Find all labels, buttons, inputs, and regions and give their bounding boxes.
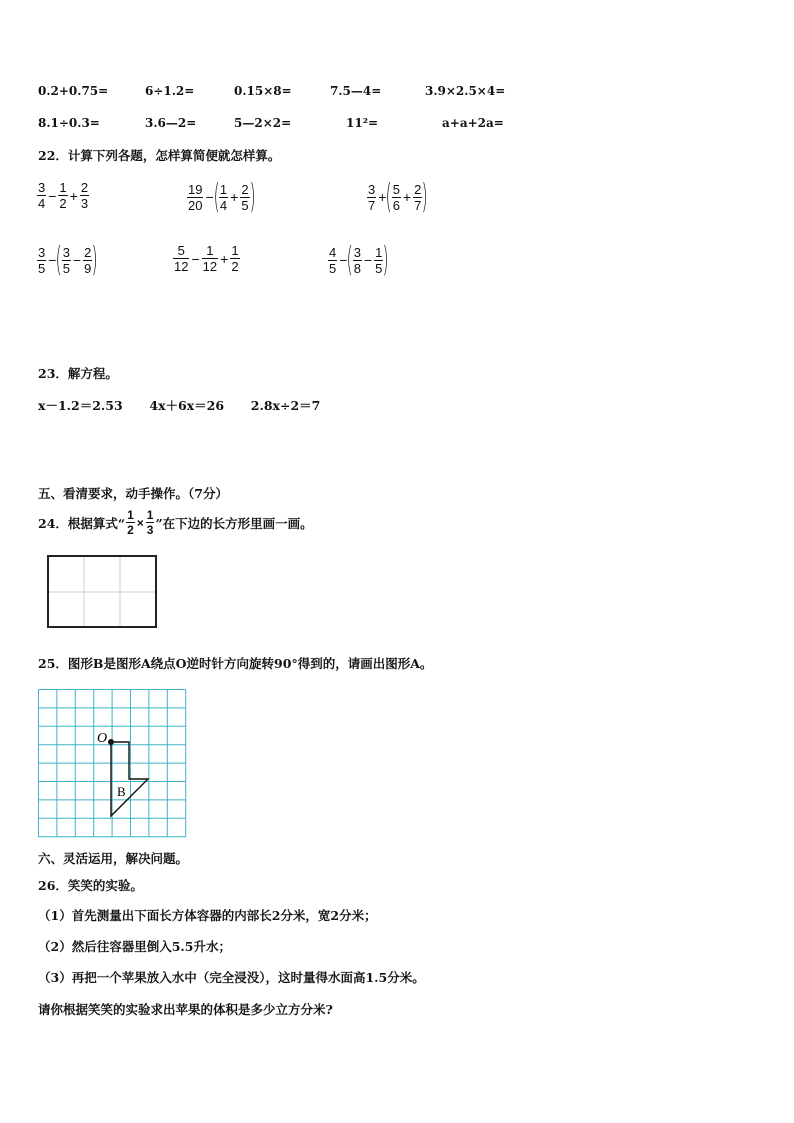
q23-equations (38, 396, 320, 414)
q22-expression-6: $\frac{4}{5}$ − ( $\frac{3}{8}$ − $\frac{1}{5}$ ) (329, 240, 389, 280)
fraction: $\frac{1}{12}$ (202, 243, 218, 274)
q26-question: 请你根据笑笑的实验求出苹果的体积是多少立方分米? (38, 1002, 333, 1017)
equation: 2.8x÷2＝7 (250, 398, 321, 413)
oral-item: 3.6—2= (145, 116, 197, 130)
equation: x－1.2＝2.53 (38, 398, 123, 413)
q26-title: 26．笑笑的实验。 (38, 878, 143, 893)
q24-rectangle-grid (46, 554, 160, 630)
q22-title: 22．计算下列各题，怎样算简便就怎样算。 (38, 148, 281, 163)
fraction: $\frac{19}{20}$ (188, 181, 203, 213)
q22-expression-5: $\frac{5}{12}$ − $\frac{1}{12}$ + $\frac{1}{2}$ (174, 243, 239, 274)
oral-item: 0.15×8= (234, 84, 292, 98)
fraction: $\frac{1}{3}$ (146, 508, 154, 537)
q22-expression-2: $\frac{19}{20}$ − ( $\frac{1}{4}$ + $\frac{2}{5}$ ) (188, 177, 256, 217)
fraction: $\frac{5}{6}$ (392, 181, 400, 213)
oral-item: 8.1÷0.3= (38, 116, 100, 130)
q25-grid-figure (37, 688, 187, 838)
oral-item: a+a+2a= (442, 116, 504, 130)
oral-item: 0.2+0.75= (38, 84, 109, 98)
fraction: $\frac{1}{2}$ (59, 180, 67, 211)
fraction: $\frac{5}{12}$ (174, 243, 189, 274)
q26-step-3: （3）再把一个苹果放入水中（完全浸没），这时量得水面高1.5分米。 (38, 970, 425, 985)
fraction: $\frac{3}{5}$ (62, 244, 70, 276)
point-o-label: O (97, 731, 108, 746)
shape-b-outline (111, 742, 148, 816)
oral-item: 5—2×2= (234, 116, 292, 130)
q23-title: 23．解方程。 (38, 366, 118, 381)
fraction: $\frac{1}{2}$ (127, 508, 134, 537)
oral-item: 11²= (346, 116, 379, 130)
section-6-title: 六、灵活运用，解决问题。 (38, 851, 189, 866)
q26-step-1: （1）首先测量出下面长方体容器的内部长2分米，宽2分米； (38, 908, 377, 923)
fraction: $\frac{1}{2}$ (231, 243, 239, 274)
oral-item: 6÷1.2= (145, 84, 195, 98)
fraction: $\frac{1}{5}$ (375, 244, 383, 276)
fraction: $\frac{2}{5}$ (241, 181, 249, 213)
fraction: $\frac{4}{5}$ (329, 244, 337, 276)
point-o (108, 739, 114, 745)
fraction: $\frac{2}{3}$ (80, 180, 89, 211)
fraction: $\frac{2}{9}$ (84, 244, 92, 276)
oral-item: 3.9×2.5×4= (425, 84, 506, 98)
q25-title: 25．图形B是图形A绕点O逆时针方向旋转90°得到的，请画出图形A。 (38, 656, 433, 671)
shape-b-label: B (117, 784, 126, 799)
equation: 4x＋6x＝26 (149, 398, 225, 413)
oral-item: 7.5—4= (330, 84, 382, 98)
fraction: $\frac{3}{7}$ (368, 181, 376, 213)
section-5-title: 五、看清要求，动手操作。（7分） (38, 486, 228, 501)
fraction: $\frac{3}{8}$ (353, 244, 361, 276)
q22-expression-3: $\frac{3}{7}$ + ( $\frac{5}{6}$ + $\frac{2}{7}$ ) (368, 177, 428, 217)
fraction: $\frac{3}{5}$ (38, 244, 46, 276)
fraction: $\frac{3}{4}$ (38, 180, 46, 211)
q22-expression-1: $\frac{3}{4}$ − $\frac{1}{2}$ + $\frac{2}{3}$ (38, 180, 89, 211)
q24-title: 24．根据算式“ $\frac{1}{2}$ × $\frac{1}{3}$ ”在下边的长方形里画一画。 (38, 508, 313, 537)
fraction: $\frac{1}{4}$ (219, 181, 228, 213)
fraction: $\frac{2}{7}$ (414, 181, 422, 213)
q22-expression-4: $\frac{3}{5}$ − ( $\frac{3}{5}$ − $\frac{2}{9}$ ) (38, 240, 98, 280)
q26-step-2: （2）然后往容器里倒入5.5升水； (38, 939, 231, 954)
